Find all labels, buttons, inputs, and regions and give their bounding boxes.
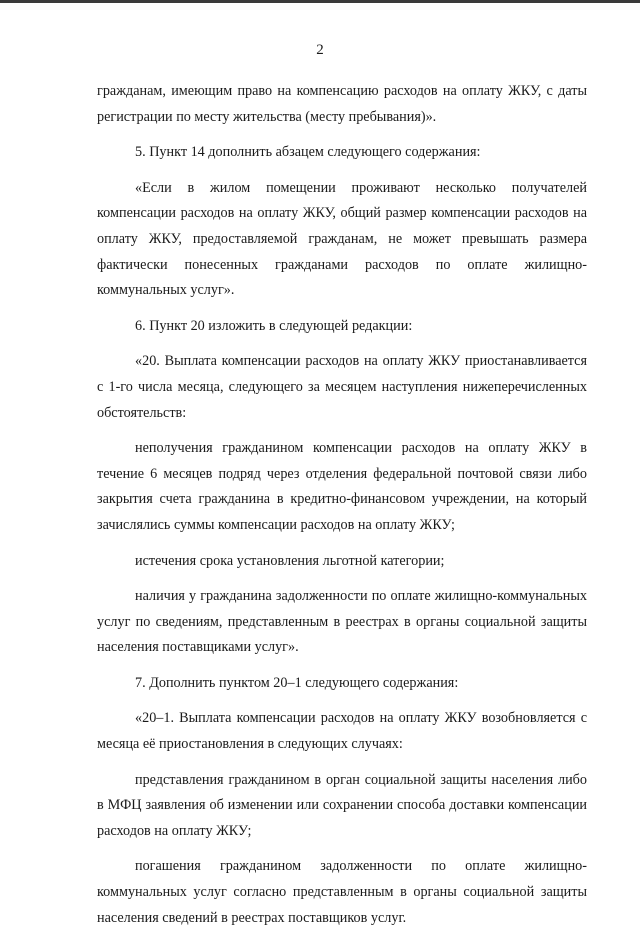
paragraph-case-2: погашения гражданином задолженности по оплате жилищно-коммунальных услуг согласно представленным в органы социальной защиты населения сведений в реестрах поставщиков услуг. bbox=[97, 858, 587, 926]
paragraph-quote-20-1: «20–1. Выплата компенсации расходов на оплату ЖКУ возобновляется с месяца её приостановления в следующих случаях: bbox=[97, 710, 587, 753]
paragraph-quote-20: «20. Выплата компенсации расходов на оплату ЖКУ приостанавливается с 1-го числа месяца, следующего за месяцем наступления нижеперечисленных обстоятельств: bbox=[97, 353, 587, 421]
paragraph-continuation: гражданам, имеющим право на компенсацию расходов на оплату ЖКУ, с даты регистрации по месту жительства (месту пребывания)». bbox=[97, 83, 587, 125]
paragraph-condition-2: истечения срока установления льготной категории; bbox=[135, 552, 445, 569]
paragraph-item-7: 7. Дополнить пунктом 20–1 следующего содержания: bbox=[135, 674, 459, 691]
top-border-rule bbox=[0, 0, 640, 3]
document-body bbox=[97, 79, 587, 931]
paragraph-item-5: 5. Пункт 14 дополнить абзацем следующего содержания: bbox=[135, 144, 481, 161]
page-number: 2 bbox=[316, 42, 324, 58]
paragraph-case-1: представления гражданином в орган социальной защиты населения либо в МФЦ заявления об изменении или сохранении способа доставки компенсации расходов на оплату ЖКУ; bbox=[97, 771, 587, 839]
paragraph-condition-1: неполучения гражданином компенсации расходов на оплату ЖКУ в течение 6 месяцев подряд через отделения федеральной почтовой связи либо закрытия счета гражданина в кредитно-финансовом учреждении, на который зачислялись суммы компенсации расходов на оплату ЖКУ; bbox=[97, 440, 587, 533]
paragraph-condition-3: наличия у гражданина задолженности по оплате жилищно-коммунальных услуг по сведениям, представленным в реестрах в органы социальной защиты населения поставщиками услуг». bbox=[97, 588, 587, 656]
paragraph-quote-14: «Если в жилом помещении проживают несколько получателей компенсации расходов на оплату ЖКУ, общий размер компенсации расходов на оплату ЖКУ, предоставляемой гражданам, не может превышать размера фактически понесенных гражданами расходов по оплате жилищно-коммунальных услуг». bbox=[97, 179, 587, 299]
paragraph-item-6: 6. Пункт 20 изложить в следующей редакции: bbox=[135, 317, 413, 334]
